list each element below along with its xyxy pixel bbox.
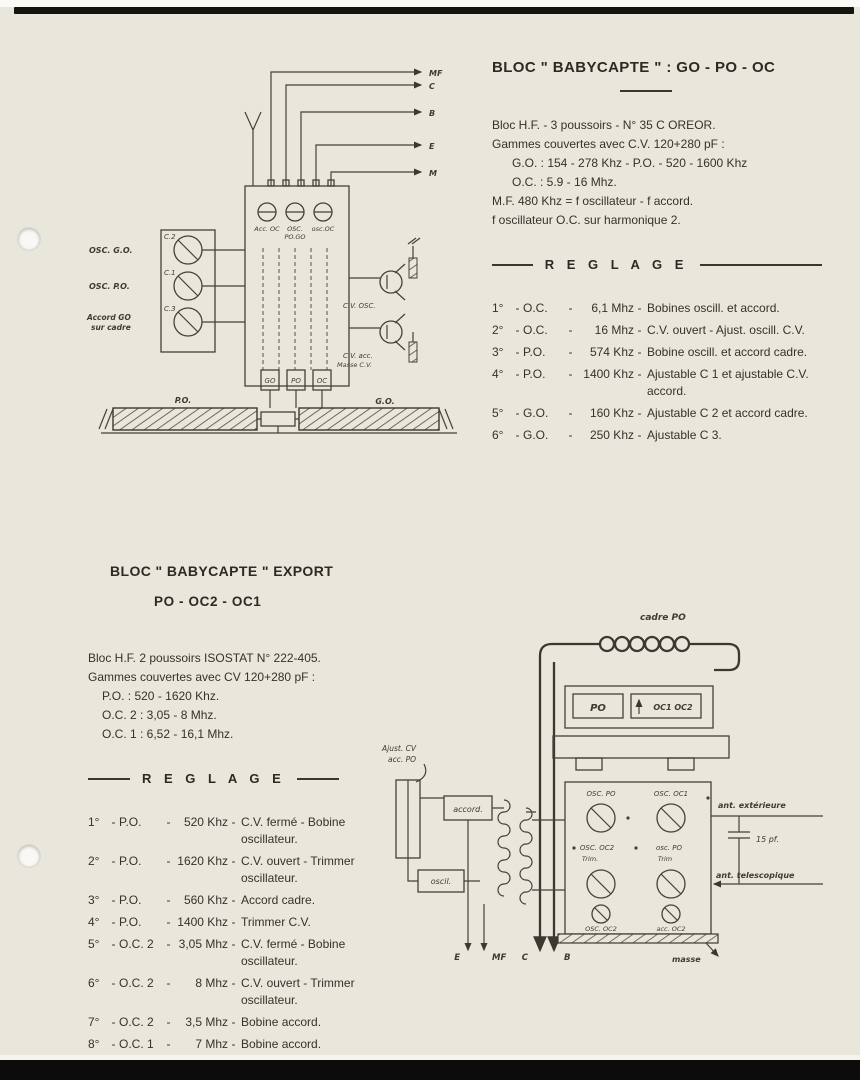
knob-pogo-label: PO.GO — [284, 233, 306, 241]
section-export — [88, 562, 378, 1058]
adjustment: C.V. fermé - Bobine oscillateur. — [241, 937, 346, 968]
intro-line: f oscillateur O.C. sur harmonique 2. — [492, 213, 681, 227]
label-c: C — [429, 82, 435, 91]
reglage-item — [492, 366, 822, 400]
coil-assembly — [99, 396, 457, 433]
reglage-item — [492, 344, 822, 361]
band: G.O. — [523, 428, 549, 442]
separator: - — [637, 406, 642, 420]
trim-label: Trim. — [581, 855, 599, 863]
reglage-list — [88, 814, 378, 1053]
ajust-cv-label: Ajust. CV — [382, 744, 416, 753]
step-number: 2° — [492, 323, 504, 337]
oscillator-assembly — [381, 744, 565, 963]
trimmer-bank — [86, 230, 245, 352]
heading-rule-right — [297, 778, 339, 780]
separator: - — [568, 428, 573, 442]
band: G.O. — [523, 406, 549, 420]
intro-line: O.C. 1 : 6,52 - 16,1 Mhz. — [102, 727, 234, 741]
frequency: 1400 Khz — [583, 367, 634, 381]
frequency: 1400 Khz — [177, 915, 228, 929]
cadre-po-label: cadre PO — [640, 613, 686, 623]
separator: - — [637, 323, 642, 337]
label-mf: MF — [492, 953, 507, 963]
separator: - — [111, 915, 116, 929]
band: O.C. 2 — [119, 937, 154, 951]
reglage-item — [88, 914, 378, 931]
label-b: B — [564, 953, 571, 963]
adjustment: C.V. fermé - Bobine oscillateur. — [241, 815, 346, 846]
osc-oc1-label: OSC. OC1 — [653, 790, 689, 798]
heading-rule-right — [700, 264, 822, 266]
band: P.O. — [523, 367, 546, 381]
hf-block — [245, 180, 349, 386]
step-number: 4° — [88, 915, 100, 929]
label-c: C — [521, 953, 528, 963]
separator: - — [166, 815, 171, 829]
separator: - — [231, 937, 236, 951]
step-number: 4° — [492, 367, 504, 381]
label-b: B — [429, 109, 436, 118]
step-number: 5° — [492, 406, 504, 420]
coil-po-label: P.O. — [174, 396, 192, 405]
label-mf: MF — [429, 69, 443, 78]
band: O.C. 2 — [119, 1015, 154, 1029]
separator: - — [515, 345, 520, 359]
band: P.O. — [119, 893, 142, 907]
trimmer-c2-label: C.2 — [164, 233, 176, 241]
intro-line: Gammes couvertes avec CV 120+280 pF : — [88, 670, 316, 684]
intro-line: Bloc H.F. 2 poussoirs ISOSTAT N° 222-405. — [88, 651, 321, 665]
button-po-label: PO — [590, 703, 606, 714]
step-number: 1° — [88, 815, 100, 829]
button-oc1-oc2-label: OC1 OC2 — [653, 703, 693, 712]
step-number: 1° — [492, 301, 504, 315]
separator: - — [166, 854, 171, 868]
reglage-title: R E G L A G E — [142, 771, 286, 786]
step-number: 6° — [492, 428, 504, 442]
heading-rule-left — [88, 778, 130, 780]
separator: - — [111, 893, 116, 907]
adjustment: Ajustable C 1 et ajustable C.V. accord. — [647, 367, 809, 398]
frequency: 250 Khz — [589, 428, 634, 442]
knob-osc-label: OSC. — [287, 225, 303, 233]
separator: - — [231, 1015, 236, 1029]
antenna-icon — [245, 112, 261, 186]
reglage-item — [88, 853, 378, 887]
adjustment: C.V. ouvert - Trimmer oscillateur. — [241, 976, 355, 1007]
intro-line: O.C. 2 : 3,05 - 8 Mhz. — [102, 708, 217, 722]
osc-oc2-label: OSC. OC2 — [579, 844, 615, 852]
trimmer-panel — [558, 782, 718, 943]
reglage-item — [88, 1014, 378, 1031]
step-number: 2° — [88, 854, 100, 868]
adjustment: Ajustable C 2 et accord cadre. — [647, 406, 808, 420]
osc-po2-label: osc. PO — [656, 844, 682, 852]
separator: - — [515, 406, 520, 420]
ant-exterieure-label: ant. extérieure — [718, 801, 786, 810]
separator: - — [637, 345, 642, 359]
scan-bar-bottom — [0, 1060, 860, 1080]
adjustment: Ajustable C 3. — [647, 428, 722, 442]
accord-go-label: Accord GO — [87, 313, 131, 322]
frequency: 574 Khz — [589, 345, 634, 359]
adjustment: Bobine accord. — [241, 1037, 322, 1051]
frequency: 8 Mhz — [195, 976, 228, 990]
push-buttons — [261, 361, 372, 408]
button-po-label: PO — [291, 377, 301, 385]
sur-cadre-label: sur cadre — [91, 323, 131, 332]
separator: - — [231, 976, 236, 990]
reglage-item — [88, 814, 378, 848]
section2-subtitle: PO - OC2 - OC1 — [154, 594, 262, 609]
separator: - — [111, 1037, 116, 1051]
band: O.C. — [523, 301, 548, 315]
step-number: 6° — [88, 976, 100, 990]
separator: - — [231, 915, 236, 929]
schematic-export — [368, 598, 833, 993]
section1-title: BLOC " BABYCAPTE " : GO - PO - OC — [492, 59, 776, 76]
separator: - — [637, 428, 642, 442]
reglage-item — [88, 975, 378, 1009]
separator: - — [231, 1037, 236, 1051]
cv-osc-label: C.V. OSC. — [343, 302, 376, 310]
adjustment: Accord cadre. — [241, 893, 316, 907]
frequency: 6,1 Mhz — [591, 301, 634, 315]
button-oc-label: OC — [316, 377, 328, 385]
separator: - — [515, 301, 520, 315]
reglage-item — [492, 322, 822, 339]
reglage-item — [88, 892, 378, 909]
capacitor-15pf-label: 15 pf. — [756, 835, 780, 844]
separator: - — [568, 406, 573, 420]
reglage-item — [88, 1036, 378, 1053]
separator: - — [568, 367, 573, 381]
coil-go-label: G.O. — [375, 397, 395, 406]
punch-hole — [18, 845, 40, 867]
separator: - — [111, 854, 116, 868]
band: P.O. — [119, 854, 142, 868]
separator: - — [231, 854, 236, 868]
separator: - — [166, 1037, 171, 1051]
separator: - — [166, 915, 171, 929]
intro-line: G.O. : 154 - 278 Khz - P.O. - 520 - 1600 Khz — [512, 156, 748, 170]
section1-intro — [492, 116, 822, 230]
separator: - — [515, 367, 520, 381]
trimmer-c3-label: C.3 — [164, 305, 176, 313]
separator: - — [568, 345, 573, 359]
heading-rule-left — [492, 264, 533, 266]
frequency: 7 Mhz — [195, 1037, 228, 1051]
separator: - — [515, 323, 520, 337]
intro-line: P.O. : 520 - 1620 Khz. — [102, 689, 220, 703]
reglage-list — [492, 300, 822, 444]
step-number: 3° — [492, 345, 504, 359]
band: P.O. — [523, 345, 546, 359]
masse-cv-label: Masse C.V. — [337, 361, 372, 369]
punch-hole — [18, 228, 40, 250]
adjustment: Bobines oscill. et accord. — [647, 301, 780, 315]
adjustment: Trimmer C.V. — [241, 915, 311, 929]
cadre-po-loop — [522, 613, 739, 963]
step-number: 8° — [88, 1037, 100, 1051]
reglage-item — [88, 936, 378, 970]
reglage-item — [492, 405, 822, 422]
intro-line: Gammes couvertes avec C.V. 120+280 pF : — [492, 137, 725, 151]
separator: - — [568, 323, 573, 337]
separator: - — [111, 1015, 116, 1029]
oscil-box-label: oscil. — [430, 877, 452, 886]
adjustment: Bobine oscill. et accord cadre. — [647, 345, 808, 359]
frequency: 3,05 Mhz — [178, 937, 228, 951]
scan-bar-top — [14, 7, 854, 14]
separator: - — [637, 301, 642, 315]
section2-intro — [88, 649, 378, 744]
band: O.C. 1 — [119, 1037, 154, 1051]
separator: - — [231, 815, 236, 829]
pushbutton-block — [553, 686, 729, 770]
band: P.O. — [119, 815, 142, 829]
page-edge-top — [0, 0, 860, 7]
acc-oc2-label: acc. OC2 — [656, 925, 686, 933]
osc-po-label: OSC. PO — [586, 790, 616, 798]
cv-acc-transistor — [343, 314, 417, 362]
reglage-heading — [88, 769, 378, 788]
trim-label: Trim — [657, 855, 673, 863]
band: P.O. — [119, 915, 142, 929]
acc-po-label: acc. PO — [388, 755, 417, 764]
label-e: E — [429, 142, 435, 151]
adjustment: C.V. ouvert - Trimmer oscillateur. — [241, 854, 355, 885]
accord-box-label: accord. — [453, 805, 483, 814]
label-e: E — [454, 953, 460, 963]
label-m: M — [429, 169, 437, 178]
separator: - — [111, 976, 116, 990]
frequency: 160 Khz — [589, 406, 634, 420]
ant-telescopique-label: ant. telescopique — [716, 871, 795, 880]
separator: - — [231, 893, 236, 907]
reglage-heading — [492, 255, 822, 274]
cv-acc-label: C.V. acc. — [343, 352, 373, 360]
output-arrows — [271, 69, 443, 186]
separator: - — [166, 937, 171, 951]
separator: - — [637, 367, 642, 381]
masse-label: masse — [672, 955, 701, 964]
step-number: 5° — [88, 937, 100, 951]
knob-osc-oc-label: osc.OC — [311, 225, 335, 233]
step-number: 3° — [88, 893, 100, 907]
osc-oc2-bottom-label: OSC. OC2 — [585, 925, 617, 933]
button-go-label: GO — [264, 377, 276, 385]
trimmer-c1-label: C.1 — [164, 269, 176, 277]
separator: - — [111, 937, 116, 951]
frequency: 520 Khz — [183, 815, 228, 829]
separator: - — [568, 301, 573, 315]
internal-dashed-wires — [263, 248, 327, 370]
osc-go-label: OSC. G.O. — [89, 246, 133, 255]
frequency: 3,5 Mhz — [185, 1015, 228, 1029]
step-number: 7° — [88, 1015, 100, 1029]
separator: - — [515, 428, 520, 442]
separator: - — [166, 893, 171, 907]
frequency: 560 Khz — [183, 893, 228, 907]
title-underline — [620, 90, 672, 92]
frequency: 1620 Khz — [177, 854, 228, 868]
knob-acc-oc-label: Acc. OC — [254, 225, 280, 233]
intro-line: M.F. 480 Khz = f oscillateur - f accord. — [492, 194, 694, 208]
separator: - — [111, 815, 116, 829]
cv-osc-transistor — [343, 238, 420, 310]
osc-po-label: OSC. P.O. — [89, 282, 130, 291]
reglage-item — [492, 427, 822, 444]
section-go-po-oc — [492, 58, 822, 449]
intro-line: Bloc H.F. - 3 poussoirs - N° 35 C OREOR. — [492, 118, 716, 132]
adjustment: Bobine accord. — [241, 1015, 322, 1029]
schematic-go-po-oc — [85, 52, 475, 477]
band: O.C. 2 — [119, 976, 154, 990]
frequency: 16 Mhz — [594, 323, 634, 337]
section2-title: BLOC " BABYCAPTE " EXPORT — [110, 563, 334, 579]
intro-line: O.C. : 5.9 - 16 Mhz. — [512, 175, 617, 189]
reglage-item — [492, 300, 822, 317]
adjustment: C.V. ouvert - Ajust. oscill. C.V. — [647, 323, 805, 337]
separator: - — [166, 1015, 171, 1029]
band: O.C. — [523, 323, 548, 337]
separator: - — [166, 976, 171, 990]
reglage-title: R E G L A G E — [544, 257, 688, 272]
